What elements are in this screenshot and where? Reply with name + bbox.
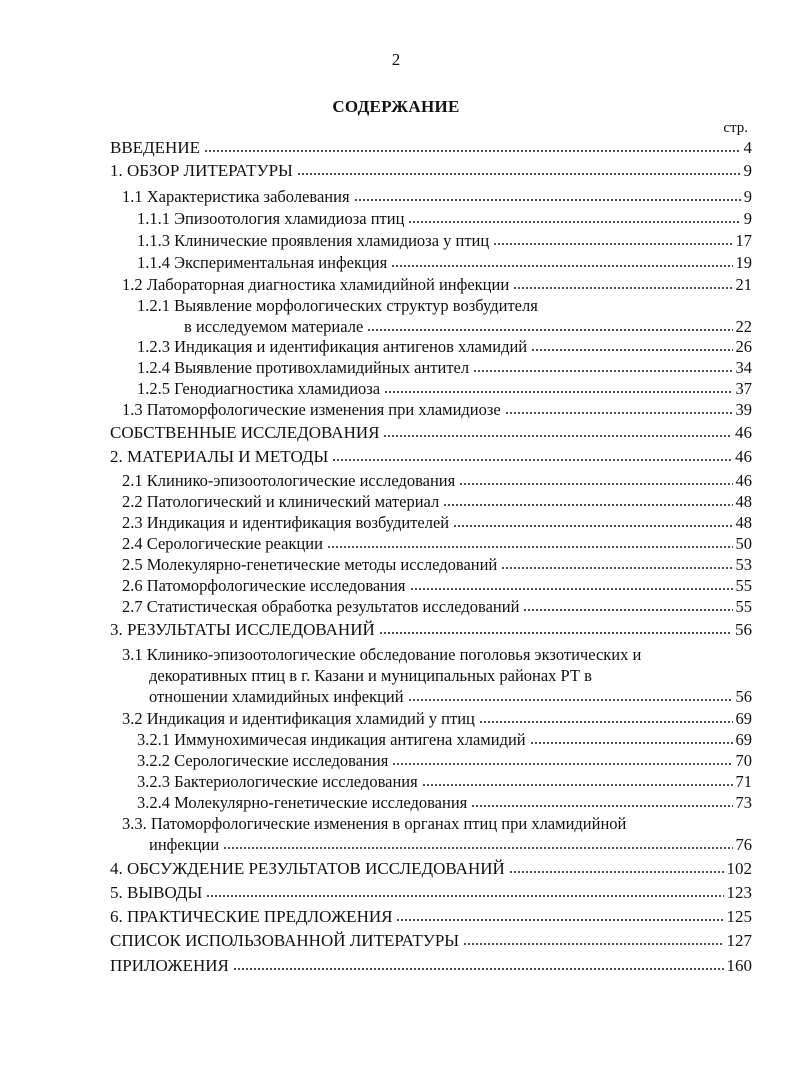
dot-leader [473,369,732,373]
toc-entry-text: 2.4 Серологические реакции [122,534,323,553]
dot-leader [459,482,732,486]
toc-entry-page: 160 [726,956,752,975]
toc-entry-text: СПИСОК ИСПОЛЬЗОВАННОЙ ЛИТЕРАТУРЫ [110,931,460,950]
toc-entry[interactable] [122,275,752,295]
toc-entry-page: 46 [735,471,752,490]
toc-entry-page: 69 [735,730,752,749]
toc-entry[interactable] [137,793,752,813]
toc-entry[interactable] [137,231,752,251]
dot-leader [531,348,732,352]
toc-entry-page: 26 [735,337,752,356]
dot-leader [523,608,732,612]
toc-entry-text: 1.1 Характеристика заболевания [122,187,350,206]
toc-entry-page: 71 [735,772,752,791]
toc-entry-text: 1.2 Лабораторная диагностика хламидийной инфекции [122,275,510,294]
toc-entry-text: 1.3 Патоморфологические изменения при хламидиозе [122,400,501,419]
dot-leader [354,198,741,202]
toc-entry-text: 3.2.4 Молекулярно-генетические исследования [137,793,468,812]
toc-entry-text: 2. МАТЕРИАЛЫ И МЕТОДЫ [110,447,329,466]
toc-entry-text: 3.2 Индикация и идентификация хламидий у птиц [122,709,475,728]
toc-entry-last-line: инфекции [149,835,220,854]
toc-entry-page: 19 [735,253,752,272]
toc-entry-text: 5. ВЫВОДЫ [110,883,203,902]
toc-entry[interactable] [122,492,752,512]
dot-leader [453,524,732,528]
toc-entry-text: 2.6 Патоморфологические исследования [122,576,406,595]
toc-entry[interactable] [110,138,752,158]
dot-leader [379,631,732,635]
dot-leader [513,286,732,290]
toc-entry-page: 17 [735,231,752,250]
toc-entry-text: 3.1 Клинико-эпизоотологические обследование поголовья экзотических и [122,645,642,664]
toc-entry-page: 22 [735,317,752,336]
toc-entry-text: 2.1 Клинико-эпизоотологические исследования [122,471,456,490]
dot-leader [332,458,732,462]
page-number: 2 [391,50,401,69]
toc-entry-page: 55 [735,597,752,616]
dot-leader [223,846,732,850]
toc-entry[interactable] [122,576,752,596]
toc-entry-page: 50 [735,534,752,553]
toc-entry[interactable] [110,931,752,951]
dot-leader [410,587,733,591]
toc-entry-text: 1.2.4 Выявление противохламидийных антител [137,358,470,377]
toc-entry-continuation: в исследуемом материале [184,317,364,336]
dot-leader [493,242,732,246]
toc-entry[interactable] [110,956,752,976]
toc-entry[interactable] [122,534,752,554]
toc-entry-text: 2.5 Молекулярно-генетические методы исследований [122,555,498,574]
dot-leader [463,942,723,946]
toc-entry[interactable] [137,253,752,273]
toc-entry-text: 4. ОБСУЖДЕНИЕ РЕЗУЛЬТАТОВ ИССЛЕДОВАНИЙ [110,859,505,878]
toc-entry-page: 34 [735,358,752,377]
dot-leader [233,967,724,971]
toc-entry-text: 2.7 Статистическая обработка результатов исследований [122,597,520,616]
toc-entry-page: 56 [735,687,752,706]
dot-leader [396,918,723,922]
toc-entry[interactable] [110,883,752,903]
dot-leader [408,220,740,224]
toc-entry-page: 102 [726,859,752,878]
toc-entry[interactable] [149,687,752,707]
toc-entry-text: 3.2.1 Иммунохимичесая индикация антигена хламидий [137,730,526,749]
toc-entry-page: 4 [743,138,752,157]
dot-leader [206,894,723,898]
toc-entry-text: 1. ОБЗОР ЛИТЕРАТУРЫ [110,161,293,180]
toc-entry[interactable] [122,555,752,575]
dot-leader [392,762,732,766]
toc-entry-text: 3.3. Патоморфологические изменения в органах птиц при хламидийной [122,814,627,833]
toc-entry-last-line: отношении хламидийных инфекций [149,687,404,706]
dot-leader [367,328,732,332]
toc-entry-text: 2.3 Индикация и идентификация возбудителей [122,513,450,532]
toc-entry[interactable] [184,317,752,337]
toc-entry-page: 46 [735,447,752,466]
page-column-label: стр. [723,120,748,136]
toc-entry-page: 46 [735,423,752,442]
dot-leader [408,698,733,702]
dot-leader [471,804,732,808]
toc-entry[interactable] [149,835,752,855]
dot-leader [443,503,732,507]
toc-entry[interactable] [122,597,752,617]
toc-entry[interactable] [110,859,752,879]
dot-leader [530,741,733,745]
toc-entry[interactable] [110,620,752,640]
toc-entry-text: 1.1.4 Экспериментальная инфекция [137,253,388,272]
toc-entry-text: ПРИЛОЖЕНИЯ [110,956,229,975]
toc-entry[interactable] [122,471,752,491]
dot-leader [505,411,733,415]
toc-entry-page: 21 [735,275,752,294]
toc-entry-page: 53 [735,555,752,574]
toc-entry[interactable] [110,423,752,443]
toc-entry-page: 48 [735,492,752,511]
toc-entry[interactable] [122,513,752,533]
toc-entry[interactable] [137,337,752,357]
toc-entry-line: декоративных птиц в г. Казани и муниципальных районах РТ в [149,666,592,685]
toc-entry-page: 73 [735,793,752,812]
toc-entry[interactable] [122,400,752,420]
toc-entry-text: 1.2.1 Выявление морфологических структур возбудителя [137,296,538,315]
toc-entry[interactable] [137,772,752,792]
toc-entry-page: 55 [735,576,752,595]
toc-title: СОДЕРЖАНИЕ [332,97,460,116]
toc-entry-page: 9 [743,209,752,228]
dot-leader [204,149,741,153]
dot-leader [422,783,733,787]
toc-entry-page: 9 [743,161,752,180]
toc-entry-text: 3. РЕЗУЛЬТАТЫ ИССЛЕДОВАНИЙ [110,620,375,639]
toc-entry-page: 70 [735,751,752,770]
toc-entry[interactable] [110,447,752,467]
toc-entry-text: 1.1.3 Клинические проявления хламидиоза у птиц [137,231,490,250]
toc-entry[interactable] [122,187,752,207]
dot-leader [383,434,732,438]
dot-leader [391,264,732,268]
toc-entry-page: 76 [735,835,752,854]
toc-entry-page: 125 [726,907,752,926]
toc-entry-text: СОБСТВЕННЫЕ ИССЛЕДОВАНИЯ [110,423,380,442]
toc-entry[interactable] [122,709,752,729]
toc-entry-page: 9 [743,187,752,206]
toc-entry-page: 37 [735,379,752,398]
toc-entry-text: 3.2.2 Серологические исследования [137,751,389,770]
dot-leader [327,545,733,549]
toc-entry-text: 1.1.1 Эпизоотология хламидиоза птиц [137,209,405,228]
toc-entry-page: 123 [726,883,752,902]
toc-entry-text: 1.2.5 Генодиагностика хламидиоза [137,379,381,398]
toc-entry-text: 6. ПРАКТИЧЕСКИЕ ПРЕДЛОЖЕНИЯ [110,907,393,926]
toc-entry-page: 48 [735,513,752,532]
toc-entry[interactable] [137,379,752,399]
toc-entry-page: 127 [726,931,752,950]
toc-entry-page: 56 [735,620,752,639]
dot-leader [297,172,741,176]
toc-entry[interactable] [137,730,752,750]
toc-entry-text: 1.2.3 Индикация и идентификация антигенов хламидий [137,337,528,356]
toc-entry-text: 3.2.3 Бактериологические исследования [137,772,418,791]
dot-leader [509,870,724,874]
toc-entry[interactable] [137,751,752,771]
toc-entry-page: 69 [735,709,752,728]
toc-entry[interactable] [110,161,752,181]
toc-entry[interactable] [137,209,752,229]
toc-entry-text: ВВЕДЕНИЕ [110,138,200,157]
toc-entry-page: 39 [735,400,752,419]
dot-leader [501,566,732,570]
toc-entry[interactable] [110,907,752,927]
dot-leader [384,390,732,394]
dot-leader [479,720,733,724]
toc-entry-text: 2.2 Патологический и клинический материал [122,492,440,511]
toc-entry[interactable] [137,358,752,378]
